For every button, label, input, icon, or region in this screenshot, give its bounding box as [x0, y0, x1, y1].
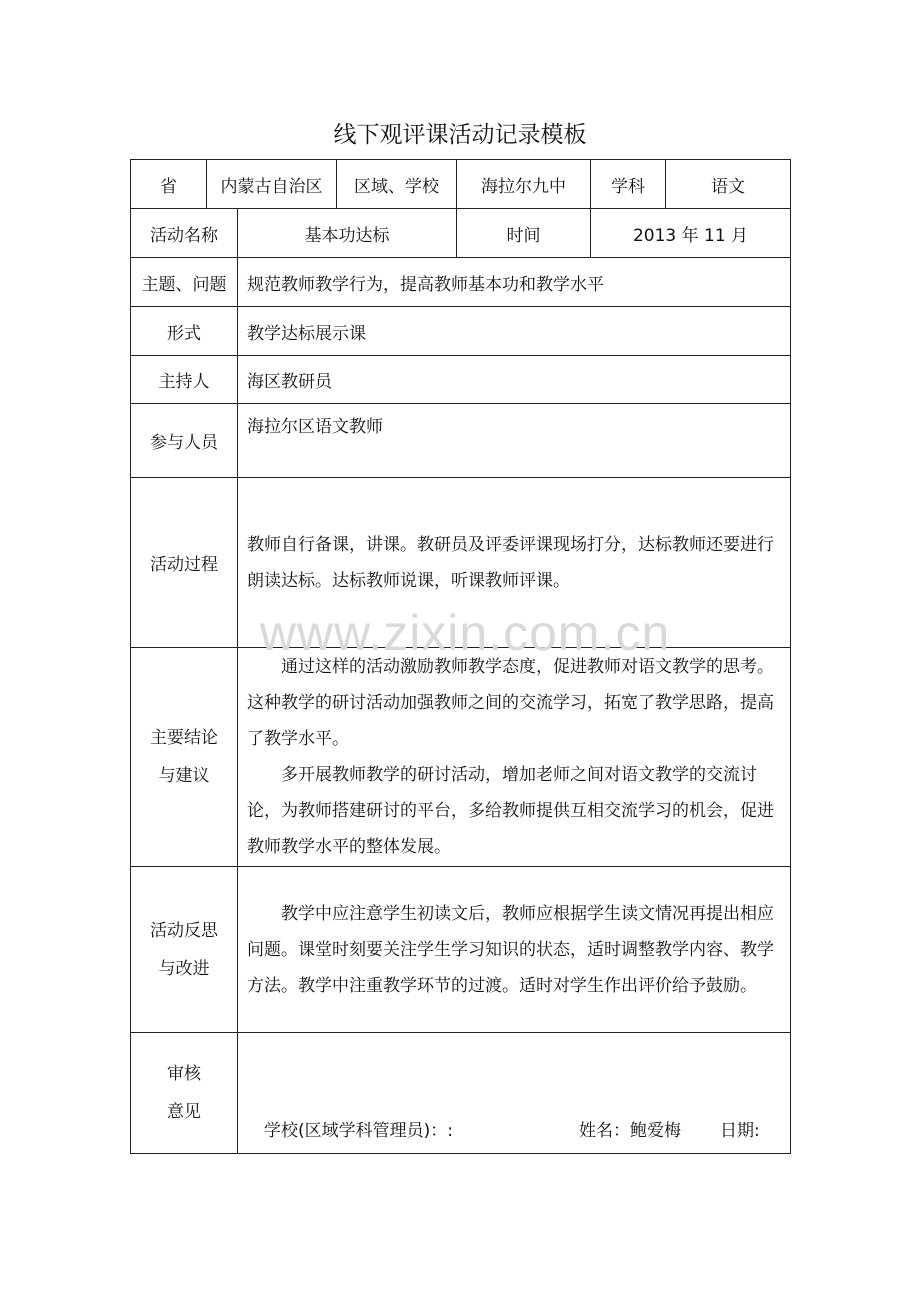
reflection-cell — [238, 867, 791, 1033]
format-label: 形式 — [131, 307, 238, 356]
subject-value: 语文 — [666, 160, 791, 209]
time-label: 时间 — [457, 209, 591, 258]
review-signature-area — [238, 1033, 790, 1153]
conclusion-paragraph-2: 多开展教师教学的研讨活动，增加老师之间对语文教学的交流讨论，为教师搭建研讨的平台，多给教师提供互相交流学习的机会，促进教师教学水平的整体发展。 — [247, 765, 774, 857]
reflection-label-line2: 与改进 — [158, 958, 210, 979]
participants-label: 参与人员 — [131, 404, 238, 478]
conclusion-cell — [238, 648, 791, 867]
province-label: 省 — [131, 160, 207, 209]
table-row — [131, 356, 791, 404]
reflection-label — [131, 867, 238, 1033]
review-label — [131, 1033, 238, 1154]
conclusion-label-line2: 与建议 — [158, 766, 210, 786]
activity-name-value: 基本功达标 — [238, 209, 457, 258]
reviewer-name: 姓名：鲍爱梅 — [579, 1121, 681, 1141]
activity-record-table — [130, 159, 791, 1154]
region-school-label: 区域、学校 — [337, 160, 457, 209]
table-row — [131, 307, 791, 356]
reflection-label-line1: 活动反思 — [150, 920, 218, 941]
table-row — [131, 478, 791, 648]
table-row — [131, 404, 791, 478]
process-label: 活动过程 — [131, 478, 238, 648]
review-date-label: 日期: — [720, 1121, 760, 1141]
table-row — [131, 867, 791, 1033]
host-value: 海区教研员 — [238, 356, 791, 404]
topic-value: 规范教师教学行为，提高教师基本功和教学水平 — [238, 258, 791, 307]
table-row — [131, 648, 791, 867]
review-cell — [238, 1033, 791, 1154]
reflection-paragraph-1: 教学中应注意学生初读文后，教师应根据学生读文情况再提出相应问题。课堂时刻要关注学生学习知识的状态，适时调整教学内容、教学方法。教学中注重教学环节的过渡。适时对学生作出评价给予鼓励。 — [247, 903, 774, 996]
format-value: 教学达标展示课 — [238, 307, 791, 356]
review-label-line1: 审核 — [167, 1064, 201, 1084]
activity-name-label: 活动名称 — [131, 209, 238, 258]
page-title: 线下观评课活动记录模板 — [333, 122, 587, 148]
host-label: 主持人 — [131, 356, 238, 404]
region-school-value: 海拉尔九中 — [457, 160, 591, 209]
subject-label: 学科 — [591, 160, 666, 209]
school-admin-label: 学校(区域学科管理员)：: — [264, 1121, 453, 1141]
table-row — [131, 209, 791, 258]
topic-label: 主题、问题 — [131, 258, 238, 307]
province-value: 内蒙古自治区 — [207, 160, 337, 209]
conclusion-label-line1: 主要结论 — [150, 728, 218, 748]
process-text: 教师自行备课，讲课。教研员及评委评课现场打分，达标教师还要进行朗读达标。达标教师说课，听课教师评课。 — [247, 534, 774, 591]
watermark: www.zixin.com.cn — [259, 605, 671, 661]
conclusion-label — [131, 648, 238, 867]
table-row — [131, 160, 791, 209]
participants-value: 海拉尔区语文教师 — [238, 404, 791, 478]
table-row — [131, 1033, 791, 1154]
table-row — [131, 258, 791, 307]
conclusion-paragraph-1: 通过这样的活动激励教师教学态度，促进教师对语文教学的思考。这种教学的研讨活动加强教师之间的交流学习，拓宽了教学思路，提高了教学水平。 — [247, 657, 774, 749]
review-label-line2: 意见 — [167, 1102, 201, 1122]
process-cell — [238, 478, 791, 648]
time-value: 2013 年 11 月 — [591, 209, 791, 258]
